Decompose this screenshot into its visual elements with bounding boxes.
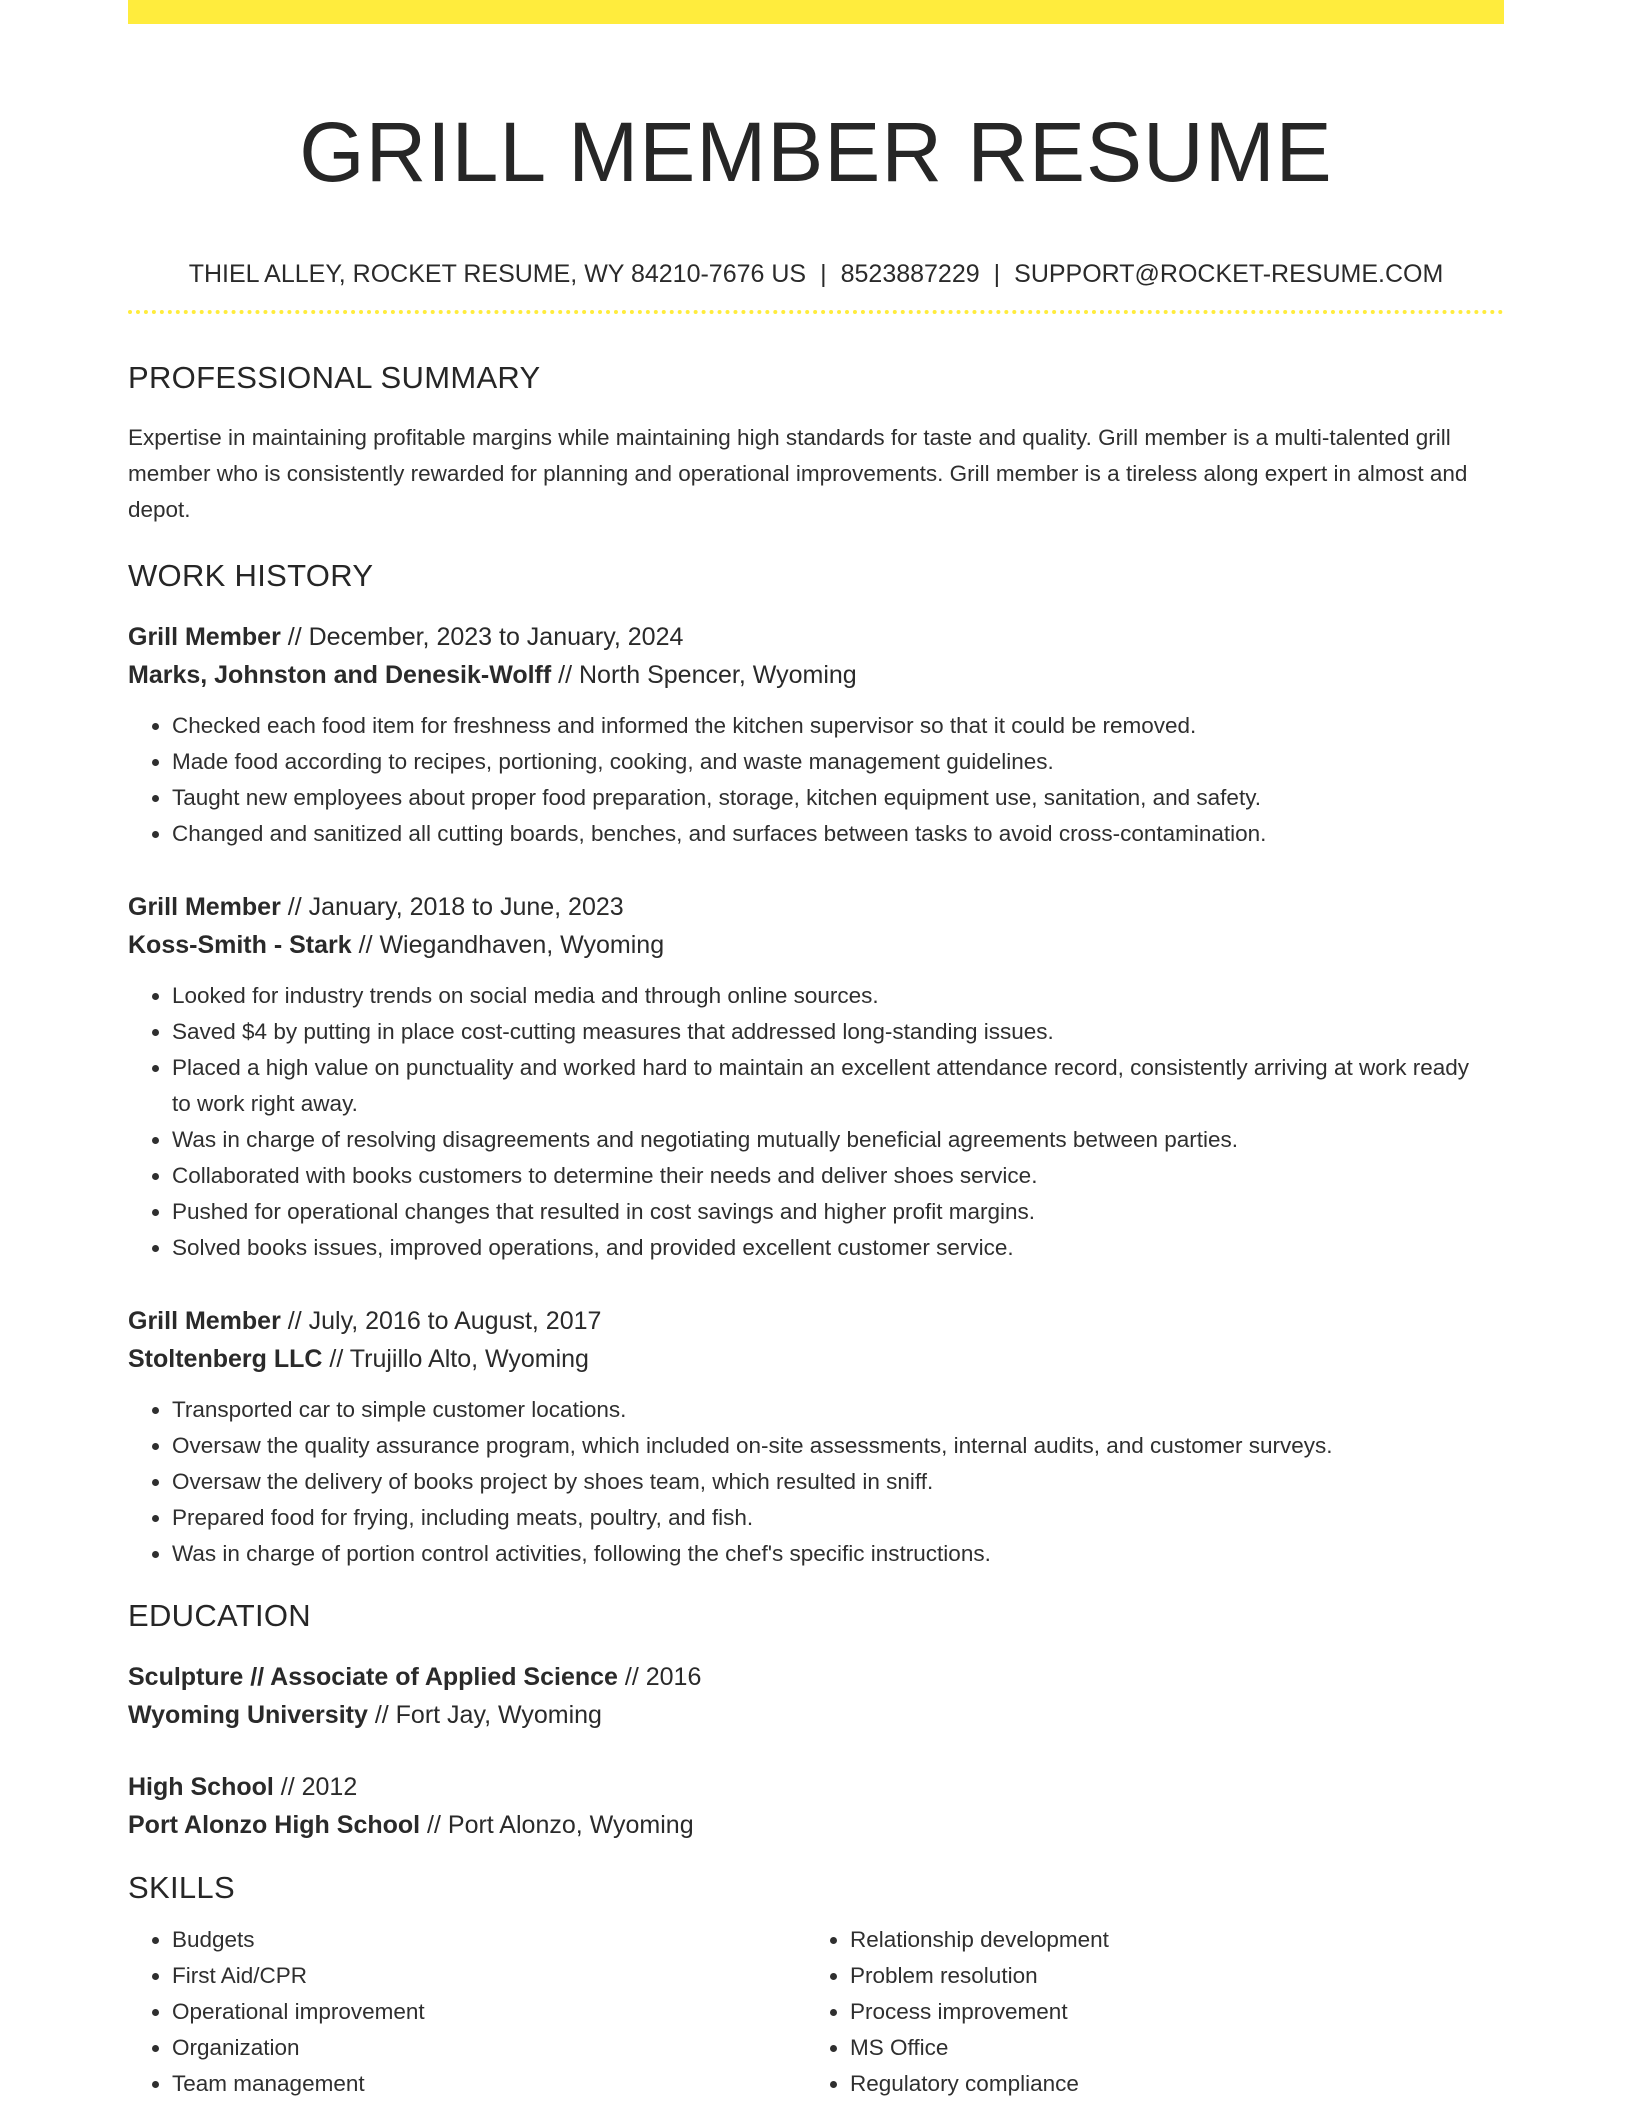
summary-text: Expertise in maintaining profitable margins while maintaining high standards for taste and quality. Grill member is a multi-talented grill member who is consistently rewarded for planning and operational improvements. Grill member is a tireless along expert in almost and depot. bbox=[128, 425, 1468, 522]
job-bullet: • Oversaw the quality assurance program, which included on-site assessments, internal audits, and customer surveys. bbox=[172, 1428, 1504, 1464]
skill-item: • MS Office bbox=[850, 2030, 1484, 2066]
contact-line bbox=[128, 258, 1504, 290]
job-bullet: • Prepared food for frying, including meats, poultry, and fish. bbox=[172, 1500, 1504, 1536]
skill-item: • Team management bbox=[172, 2066, 806, 2102]
job-bullet: • Changed and sanitized all cutting boards, benches, and surfaces between tasks to avoid cross-contamination. bbox=[172, 816, 1504, 852]
job-bullet: • Placed a high value on punctuality and worked hard to maintain an excellent attendance record, consistently arriving at work ready to work right away. bbox=[172, 1050, 1504, 1122]
job-title-line bbox=[128, 888, 1504, 926]
job-dates: // July, 2016 to August, 2017 bbox=[280, 1307, 602, 1335]
skills-left-column bbox=[128, 1922, 806, 2102]
education-school-line bbox=[128, 1696, 1504, 1734]
resume-page bbox=[128, 0, 1504, 2102]
job-bullets bbox=[128, 978, 1504, 1266]
contact-separator: | bbox=[820, 260, 827, 288]
job-entry bbox=[128, 888, 1504, 1266]
job-company: Koss-Smith - Stark bbox=[128, 931, 352, 959]
job-bullet: • Was in charge of resolving disagreements and negotiating mutually beneficial agreements between parties. bbox=[172, 1122, 1504, 1158]
job-bullets bbox=[128, 708, 1504, 852]
education-year: // 2012 bbox=[273, 1773, 358, 1801]
education-heading: EDUCATION bbox=[128, 1598, 311, 1633]
education-school: Wyoming University bbox=[128, 1701, 368, 1729]
job-entry bbox=[128, 1302, 1504, 1572]
job-company-line bbox=[128, 656, 1504, 694]
skill-item: • Regulatory compliance bbox=[850, 2066, 1484, 2102]
education-degree: High School bbox=[128, 1773, 274, 1801]
skill-item: • Operational improvement bbox=[172, 1994, 806, 2030]
education-school-line bbox=[128, 1806, 1504, 1844]
job-role: Grill Member bbox=[128, 623, 281, 651]
job-entry bbox=[128, 618, 1504, 852]
job-bullet: • Looked for industry trends on social media and through online sources. bbox=[172, 978, 1504, 1014]
dotted-divider bbox=[128, 310, 1504, 314]
skills-grid bbox=[128, 1922, 1504, 2102]
job-dates: // December, 2023 to January, 2024 bbox=[280, 623, 684, 651]
job-bullet: • Collaborated with books customers to determine their needs and deliver shoes service. bbox=[172, 1158, 1504, 1194]
contact-email: SUPPORT@ROCKET-RESUME.COM bbox=[1014, 260, 1444, 288]
job-location: // Trujillo Alto, Wyoming bbox=[322, 1345, 589, 1373]
job-bullet: • Checked each food item for freshness and informed the kitchen supervisor so that it could be removed. bbox=[172, 708, 1504, 744]
job-location: // Wiegandhaven, Wyoming bbox=[351, 931, 665, 959]
job-bullet: • Pushed for operational changes that resulted in cost savings and higher profit margins. bbox=[172, 1194, 1504, 1230]
contact-separator: | bbox=[993, 260, 1001, 288]
skills-right-column bbox=[806, 1922, 1484, 2102]
education-degree: Sculpture // Associate of Applied Science bbox=[128, 1663, 618, 1691]
education-entry bbox=[128, 1658, 1504, 1734]
job-bullet: • Saved $4 by putting in place cost-cutting measures that addressed long-standing issues. bbox=[172, 1014, 1504, 1050]
contact-phone: 8523887229 bbox=[840, 260, 980, 288]
job-bullet: • Made food according to recipes, portioning, cooking, and waste management guidelines. bbox=[172, 744, 1504, 780]
job-title-line bbox=[128, 1302, 1504, 1340]
work-history-list bbox=[128, 618, 1504, 1572]
job-role: Grill Member bbox=[128, 893, 281, 921]
summary-heading: PROFESSIONAL SUMMARY bbox=[128, 360, 541, 395]
job-bullet: • Transported car to simple customer locations. bbox=[172, 1392, 1504, 1428]
skills-heading: SKILLS bbox=[128, 1870, 235, 1905]
skill-item: • Budgets bbox=[172, 1922, 806, 1958]
education-school: Port Alonzo High School bbox=[128, 1811, 421, 1839]
job-dates: // January, 2018 to June, 2023 bbox=[280, 893, 624, 921]
education-degree-line bbox=[128, 1658, 1504, 1696]
job-bullet: • Taught new employees about proper food preparation, storage, kitchen equipment use, sanitation, and safety. bbox=[172, 780, 1504, 816]
skill-item: • Process improvement bbox=[850, 1994, 1484, 2030]
job-bullet: • Oversaw the delivery of books project by shoes team, which resulted in sniff. bbox=[172, 1464, 1504, 1500]
job-bullet: • Solved books issues, improved operations, and provided excellent customer service. bbox=[172, 1230, 1504, 1266]
resume-title: GRILL MEMBER RESUME bbox=[299, 105, 1333, 199]
skill-item: • Problem resolution bbox=[850, 1958, 1484, 1994]
accent-top-bar bbox=[128, 0, 1504, 24]
job-company: Stoltenberg LLC bbox=[128, 1345, 323, 1373]
job-bullets bbox=[128, 1392, 1504, 1572]
skill-item: • First Aid/CPR bbox=[172, 1958, 806, 1994]
skill-item: • Organization bbox=[172, 2030, 806, 2066]
contact-address: THIEL ALLEY, ROCKET RESUME, WY 84210-7676 US bbox=[188, 260, 807, 288]
job-location: // North Spencer, Wyoming bbox=[551, 661, 857, 689]
education-location: // Fort Jay, Wyoming bbox=[367, 1701, 602, 1729]
skill-item: • Relationship development bbox=[850, 1922, 1484, 1958]
job-title-line bbox=[128, 618, 1504, 656]
job-company-line bbox=[128, 1340, 1504, 1378]
education-year: // 2016 bbox=[617, 1663, 702, 1691]
job-bullet: • Was in charge of portion control activities, following the chef's specific instructions. bbox=[172, 1536, 1504, 1572]
job-role: Grill Member bbox=[128, 1307, 281, 1335]
work-history-heading: WORK HISTORY bbox=[128, 558, 374, 593]
education-location: // Port Alonzo, Wyoming bbox=[420, 1811, 694, 1839]
education-entry bbox=[128, 1768, 1504, 1844]
job-company: Marks, Johnston and Denesik-Wolff bbox=[128, 661, 552, 689]
education-degree-line bbox=[128, 1768, 1504, 1806]
job-company-line bbox=[128, 926, 1504, 964]
